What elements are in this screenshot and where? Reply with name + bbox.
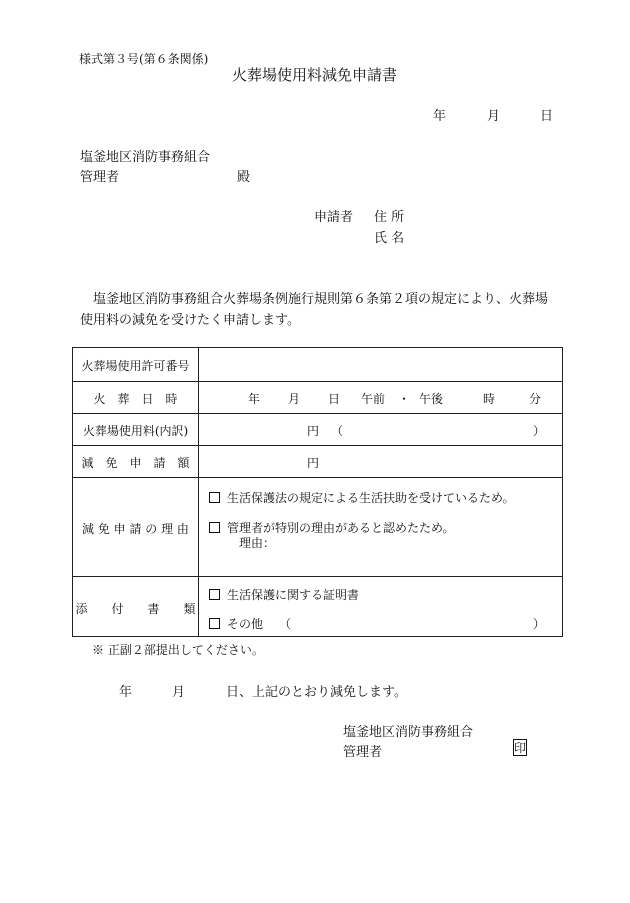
addressee-org: 塩釜地区消防事務組合 [80, 150, 211, 165]
approval-month: 月 [172, 685, 186, 700]
reason-option-1[interactable] [209, 489, 515, 506]
addressee-role: 管理者 [80, 170, 120, 185]
ampm-separator: ・ [398, 392, 411, 406]
applicant-name-label: 氏 名 [374, 231, 405, 246]
application-table [72, 347, 563, 637]
seal-stamp-box: 印 [514, 741, 527, 755]
reduction-reason-label: 減 免 申 請 の 理 由 [82, 522, 189, 536]
attachment-option-2[interactable] [209, 615, 263, 632]
issuer-org: 塩釜地区消防事務組合 [343, 725, 474, 740]
fee-paren-close: ） [533, 424, 546, 438]
row-line [73, 576, 562, 577]
reduction-amount-label: 減 免 申 請 額 [81, 456, 190, 470]
issuer-role: 管理者 [343, 745, 383, 760]
applicant-label: 申請者 [314, 210, 354, 225]
row-line [73, 381, 562, 382]
row-line [73, 413, 562, 414]
checkbox-icon[interactable] [209, 492, 220, 503]
form-title: 火葬場使用料減免申請書 [232, 66, 398, 84]
cremation-pm[interactable]: 午後 [419, 392, 444, 406]
checkbox-icon[interactable] [209, 522, 220, 533]
table-divider [198, 348, 199, 636]
body-text-line2: 使用料の減免を受けたく申請します。 [80, 313, 300, 328]
row-line [73, 477, 562, 478]
attachment-option-1[interactable] [209, 586, 359, 603]
row-line [73, 445, 562, 446]
fee-yen: 円 [307, 424, 320, 438]
reason-option-1-text: 生活保護法の規定による生活扶助を受けているため。 [227, 491, 515, 505]
form-number: 様式第３号(第６条関係) [79, 52, 209, 66]
cremation-minute: 分 [529, 392, 542, 406]
submission-note: ※ 正副２部提出してください。 [92, 643, 264, 657]
date-month: 月 [487, 109, 501, 124]
fee-paren-open: （ [331, 424, 344, 438]
approval-year: 年 [119, 685, 133, 700]
permit-number-field[interactable] [203, 352, 555, 378]
cremation-hour: 時 [483, 392, 496, 406]
approval-statement: 日、上記のとおり減免します。 [226, 685, 407, 700]
checkbox-icon[interactable] [209, 589, 220, 600]
reduction-yen: 円 [307, 456, 320, 470]
date-year: 年 [433, 109, 447, 124]
attachment-paren-open: （ [279, 617, 292, 631]
attachment-option-2-text: その他 [227, 617, 264, 631]
cremation-month: 月 [288, 392, 301, 406]
applicant-address-label: 住 所 [374, 210, 405, 225]
cremation-day: 日 [328, 392, 341, 406]
addressee-honorific: 殿 [237, 170, 251, 185]
permit-number-label: 火葬場使用許可番号 [81, 359, 190, 373]
checkbox-icon[interactable] [209, 618, 220, 629]
cremation-am[interactable]: 午前 [361, 392, 386, 406]
cremation-datetime-label: 火 葬 日 時 [93, 392, 178, 406]
attachments-label: 添 付 書 類 [75, 602, 196, 616]
fee-breakdown-label: 火葬場使用料(内訳) [82, 424, 189, 438]
date-day: 日 [540, 109, 554, 124]
reason-option-2-text: 管理者が特別の理由があると認めたため。 [227, 521, 455, 535]
attachment-paren-close: ） [533, 617, 546, 631]
cremation-year: 年 [248, 392, 261, 406]
reason-prefix: 理由： [239, 536, 276, 550]
attachment-option-1-text: 生活保護に関する証明書 [227, 588, 360, 602]
body-text-line1: 塩釜地区消防事務組合火葬場条例施行規則第６条第２項の規定により、火葬場 [93, 292, 549, 307]
